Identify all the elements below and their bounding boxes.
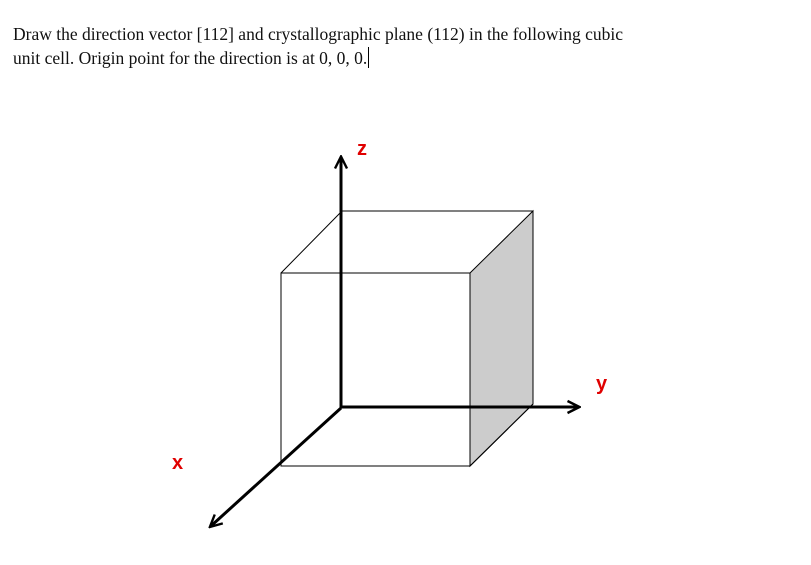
y-axis-label: y [596,373,608,395]
z-axis-label: z [357,138,367,160]
cube-top-left-edge [281,211,342,273]
cube-right-face [470,211,533,466]
question-line-2: unit cell. Origin point for the direction is at 0, 0, 0. [13,48,368,68]
question-line-1: Draw the direction vector [112] and crystallographic plane (112) in the following cubic [13,24,624,44]
x-axis-label: x [172,452,184,474]
x-axis [211,408,341,526]
